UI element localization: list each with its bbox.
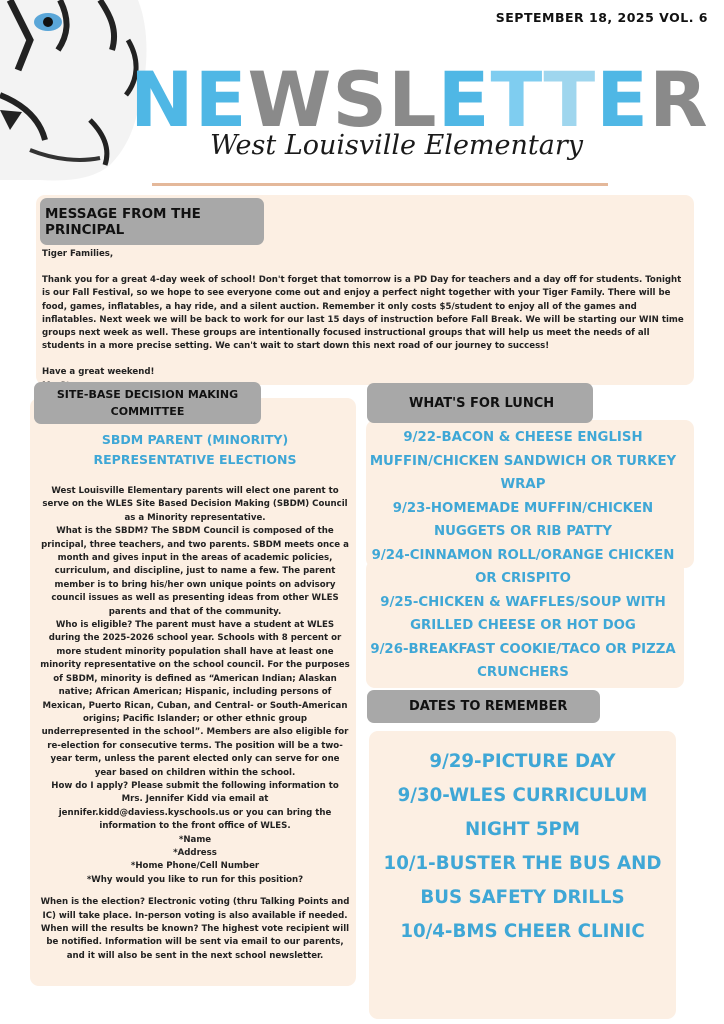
sbdm-when: When is the election? Electronic voting (thru Talking Points and IC) will take place. In-person voting is also available if needed. When will the results be known? The highest vote recipient will be notified. Information will be sent via email to our parents, and it will also be sent in the next school newsletter.	[40, 897, 350, 961]
header-divider	[152, 183, 608, 186]
masthead-letter: T	[490, 55, 544, 144]
date-item: 10/1-BUSTER THE BUS AND BUS SAFETY DRILLS	[383, 853, 662, 908]
principal-message	[42, 248, 692, 393]
dates-list	[369, 745, 676, 949]
lunch-item: 9/24-CINNAMON ROLL/ORANGE CHICKEN OR CRISPITO	[371, 547, 675, 586]
sbdm-section-title: SITE-BASE DECISION MAKING COMMITTEE	[34, 382, 261, 424]
date-item: 10/4-BMS CHEER CLINIC	[400, 921, 645, 942]
lunch-item: 9/26-BREAKFAST COOKIE/TACO OR PIZZA CRUNCHERS	[370, 641, 676, 680]
principal-section-title: MESSAGE FROM THE PRINCIPAL	[40, 198, 264, 245]
sbdm-article	[40, 485, 350, 963]
sbdm-requirement: *Address	[173, 847, 217, 858]
issue-date: SEPTEMBER 18, 2025 VOL. 6	[495, 10, 708, 25]
sbdm-requirement: *Why would you like to run for this position?	[86, 874, 304, 885]
lunch-section-title: WHAT'S FOR LUNCH	[367, 383, 593, 423]
masthead-letter: E	[194, 55, 248, 144]
dates-section-title: DATES TO REMEMBER	[367, 690, 600, 723]
masthead-letter: E	[437, 55, 491, 144]
masthead-letter: N	[130, 55, 195, 144]
sbdm-requirement: *Home Phone/Cell Number	[130, 861, 260, 872]
principal-greeting: Tiger Families,	[42, 249, 114, 259]
date-item: 9/29-PICTURE DAY	[429, 751, 616, 772]
masthead-letter: T	[543, 55, 597, 144]
principal-closing: Have a great weekend!	[42, 367, 155, 378]
sbdm-intro: West Louisville Elementary parents will elect one parent to serve on the WLES Site Based Decision Making (SBDM) Council as a Minority representative.	[42, 486, 348, 523]
lunch-menu	[366, 426, 680, 685]
masthead-letter: E	[596, 55, 650, 144]
school-name: West Louisville Elementary	[210, 130, 584, 161]
masthead-letter: L	[388, 55, 438, 144]
sbdm-how: How do I apply? Please submit the following information to Mrs. Jennifer Kidd via email at jennifer.kidd@daviess.kyschools.us or you can bring the information to the front office of WLES.	[51, 780, 339, 832]
lunch-item: 9/23-HOMEMADE MUFFIN/CHICKEN NUGGETS OR RIB PATTY	[392, 500, 654, 539]
tiger-mascot-image	[0, 0, 150, 185]
sbdm-requirement: *Name	[178, 834, 212, 845]
lunch-item: 9/25-CHICKEN & WAFFLES/SOUP WITH GRILLED CHEESE OR HOT DOG	[380, 594, 666, 633]
sbdm-who: Who is eligible? The parent must have a student at WLES during the 2025-2026 school year. Schools with 8 percent or more student minority population shall have at least one minority representative on the school council. For the purposes of SBDM, minority is defined as “American Indian; Alaskan native; African American; Hispanic, including persons of Mexican, Puerto Rican, Cuban, and Central- or South-American origins; Pacific Islander; or other ethnic group underrepresented in the school”. Members are also eligible for re-election for consecutive terms. The position will be a two-year term, unless the parent elected only can serve for one year based on children within the school.	[40, 620, 350, 778]
date-item: 9/30-WLES CURRICULUM NIGHT 5PM	[397, 785, 648, 840]
masthead-letter: S	[332, 55, 389, 144]
newsletter-masthead	[130, 55, 709, 144]
sbdm-heading: SBDM PARENT (MINORITY) REPRESENTATIVE ELECTIONS	[93, 432, 297, 467]
masthead-letter: R	[649, 55, 709, 144]
lunch-item: 9/22-BACON & CHEESE ENGLISH MUFFIN/CHICKEN SANDWICH OR TURKEY WRAP	[369, 430, 677, 492]
principal-body: Thank you for a great 4-day week of school! Don't forget that tomorrow is a PD Day for teachers and a day off for students. Tonight is our Fall Festival, so we hope to see everyone come out and enjoy a perfect night together with your Tiger Family. There will be food, games, inflatables, a hay ride, and a silent auction. Remember it only costs $5/student to enjoy all of the games and inflatables. Next week we will be back to work for our last 15 days of instruction before Fall Break. We will be starting our WIN time groups next week as well. These groups are intentionally focused instructional groups that will help us meet the needs of all students in a more precise setting. We can't wait to start down this next road of our journey to success!	[42, 275, 684, 352]
sbdm-what: What is the SBDM? The SBDM Council is composed of the principal, three teachers, and two parents. SBDM meets once a month and gives input in the areas of academic policies, curriculum, and discipline, just to name a few. The parent member is to bring his/her own unique points on advisory council issues as well as presenting ideas from other WLES parents and that of the community.	[41, 526, 349, 617]
masthead-letter: W	[247, 55, 333, 144]
